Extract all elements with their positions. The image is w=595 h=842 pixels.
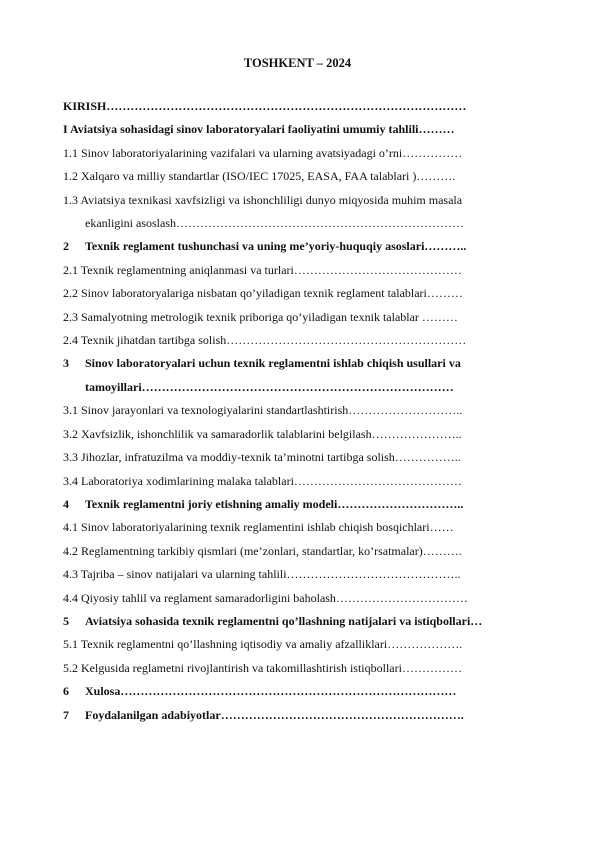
toc-entry-text: 3.3 Jihozlar, infratuzilma va moddiy-texnik ta’minotni tartibga solish…………….. bbox=[63, 450, 461, 465]
toc-entry-text: tamoyillari…………………………………………………………………… bbox=[85, 379, 454, 394]
toc-entry[interactable] bbox=[63, 587, 533, 610]
toc-entry[interactable] bbox=[63, 493, 533, 516]
toc-entry-text: 2.2 Sinov laboratoryalariga nisbatan qo’yiladigan texnik reglament talablari……… bbox=[63, 286, 463, 301]
toc-entry-text: 3.2 Xavfsizlik, ishonchlilik va samaradorlik talablarini belgilash………………….. bbox=[63, 426, 462, 441]
toc-entry-text: 4.2 Reglamentning tarkibiy qismlari (me’zonlari, standartlar, ko’rsatmalar)………. bbox=[63, 543, 462, 558]
toc-entry-text: Sinov laboratoryalari uchun texnik reglamentni ishlab chiqish usullari va bbox=[85, 356, 461, 371]
toc-entry-text: Texnik reglamentni joriy etishning amaliy modeli………………………….. bbox=[85, 496, 464, 511]
toc-entry[interactable] bbox=[63, 610, 533, 633]
toc-entry-text: 4.4 Qiyosiy tahlil va reglament samaradorligini baholash…………………………… bbox=[63, 590, 468, 605]
toc-entry-number: 6 bbox=[63, 684, 69, 699]
toc-entry[interactable] bbox=[63, 540, 533, 563]
toc-entry[interactable] bbox=[63, 282, 533, 305]
toc-entry-text: 5.1 Texnik reglamentni qo’llashning iqtisodiy va amaliy afzalliklari………………. bbox=[63, 637, 463, 652]
toc-entry[interactable] bbox=[63, 118, 533, 141]
toc-entry[interactable] bbox=[63, 704, 533, 727]
toc-entry[interactable] bbox=[63, 376, 533, 399]
toc-entry[interactable] bbox=[63, 212, 533, 235]
toc-entry-text: 2.3 Samalyotning metrologik texnik priboriga qo’yiladigan texnik talablar ……… bbox=[63, 309, 458, 324]
toc-entry[interactable] bbox=[63, 306, 533, 329]
toc-entry[interactable] bbox=[63, 329, 533, 352]
toc-entry-number: 7 bbox=[63, 707, 69, 722]
toc-entry-text: 2.4 Texnik jihatdan tartibga solish…………………………………………………… bbox=[63, 333, 467, 348]
toc-entry[interactable] bbox=[63, 142, 533, 165]
page-title: TOSHKENT – 2024 bbox=[243, 56, 352, 70]
toc-entry-text: 1.1 Sinov laboratoriyalarining vazifalari va ularning avatsiyadagi o’rni…………… bbox=[63, 145, 463, 160]
toc-entry[interactable] bbox=[63, 423, 533, 446]
toc-entry[interactable] bbox=[63, 633, 533, 656]
toc-entry-text: 1.2 Xalqaro va milliy standartlar (ISO/IEC 17025, EASA, FAA talablari )………. bbox=[63, 169, 456, 184]
toc-entry-text: 1.3 Aviatsiya texnikasi xavfsizligi va ishonchliligi dunyo miqyosida muhim masala bbox=[63, 192, 463, 207]
toc-entry-text: Texnik reglament tushunchasi va uning me’yoriy-huquqiy asoslari……….. bbox=[85, 239, 467, 254]
toc-entry-text: Aviatsiya sohasida texnik reglamentni qo’llashning natijalari va istiqbollari… bbox=[85, 613, 483, 628]
toc-entry[interactable] bbox=[63, 680, 533, 703]
toc-entry-text: 4.3 Tajriba – sinov natijalari va ularning tahlili…………………………………….. bbox=[63, 567, 461, 582]
toc-entry-text: 2.1 Texnik reglamentning aniqlanmasi va turlari…………………………………… bbox=[63, 262, 462, 277]
toc-entry-text: 3.4 Laboratoriya xodimlarining malaka talablari…………………………………… bbox=[63, 473, 462, 488]
toc-entry[interactable] bbox=[63, 446, 533, 469]
toc-entry-text: 4.1 Sinov laboratoriyalarining texnik reglamentini ishlab chiqish bosqichlari…… bbox=[63, 520, 454, 535]
toc-entry-number: 3 bbox=[63, 356, 69, 371]
toc-entry[interactable] bbox=[63, 563, 533, 586]
toc-entry[interactable] bbox=[63, 165, 533, 188]
toc-entry-text: ekanligini asoslash……………………………………………………………… bbox=[85, 216, 464, 231]
toc-entry[interactable] bbox=[63, 352, 533, 375]
toc-entry[interactable] bbox=[63, 95, 533, 118]
toc-entry-text: 3.1 Sinov jarayonlari va texnologiyalarini standartlashtirish……………………….. bbox=[63, 403, 463, 418]
toc-entry[interactable] bbox=[63, 399, 533, 422]
toc-entry-number: 4 bbox=[63, 496, 69, 511]
toc-entry-text: 5.2 Kelgusida reglametni rivojlantirish va takomillashtirish istiqbollari…………… bbox=[63, 660, 462, 675]
toc-entry[interactable] bbox=[63, 516, 533, 539]
table-of-contents bbox=[63, 95, 533, 727]
toc-entry[interactable] bbox=[63, 259, 533, 282]
toc-entry-text: Foydalanilgan adabiyotlar……………………………………………………. bbox=[85, 707, 464, 722]
toc-entry[interactable] bbox=[63, 470, 533, 493]
toc-entry-number: 5 bbox=[63, 613, 69, 628]
toc-entry[interactable] bbox=[63, 189, 533, 212]
toc-entry-number: 2 bbox=[63, 239, 69, 254]
toc-entry[interactable] bbox=[63, 235, 533, 258]
toc-entry-text: KIRISH……………………………………………………………………………… bbox=[63, 99, 467, 113]
toc-entry[interactable] bbox=[63, 657, 533, 680]
toc-entry-text: I Aviatsiya sohasidagi sinov laboratoryalari faoliyatini umumiy tahlili……… bbox=[63, 122, 455, 137]
toc-entry-text: Xulosa………………………………………………………………………… bbox=[85, 684, 457, 699]
